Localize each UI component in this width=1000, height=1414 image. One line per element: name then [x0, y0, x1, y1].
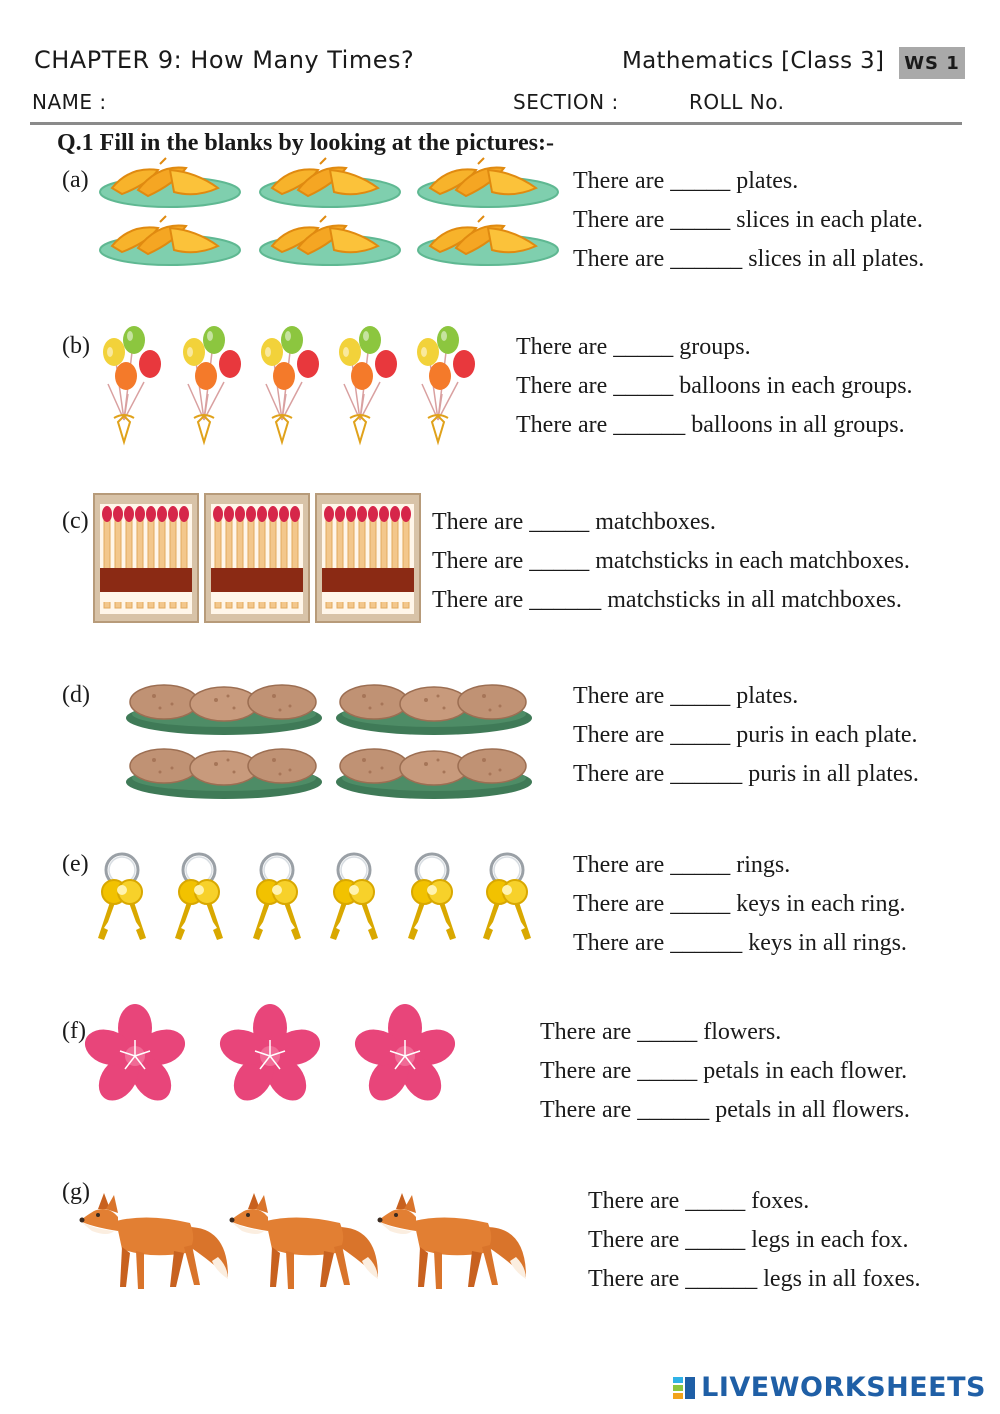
item-f-line-3: There are ______ petals in all flowers.	[540, 1097, 910, 1123]
balloon-bunches-icon	[94, 320, 484, 445]
item-a-line-1: There are _____ plates.	[573, 168, 799, 194]
foxes-icon	[78, 1185, 533, 1295]
item-b-line-1: There are _____ groups.	[516, 334, 751, 360]
item-g-line-3: There are ______ legs in all foxes.	[588, 1266, 921, 1292]
name-label: NAME :	[32, 90, 107, 114]
matchboxes-icon	[93, 493, 423, 623]
header-divider	[30, 122, 962, 125]
item-label-a: (a)	[62, 167, 89, 193]
item-label-e: (e)	[62, 851, 89, 877]
brand-name: LIVEWORKSHEETS	[701, 1372, 986, 1403]
item-a-line-2: There are _____ slices in each plate.	[573, 207, 923, 233]
item-d-line-2: There are _____ puris in each plate.	[573, 722, 918, 748]
question-title: Q.1 Fill in the blanks by looking at the pictures:-	[57, 130, 554, 156]
worksheet-badge: WS 1	[899, 47, 965, 79]
chapter-title: CHAPTER 9: How Many Times?	[34, 46, 415, 74]
item-label-c: (c)	[62, 508, 89, 534]
subject-label: Mathematics [Class 3]	[622, 48, 885, 74]
item-e-line-1: There are _____ rings.	[573, 852, 791, 878]
puri-plates-icon	[118, 672, 553, 807]
item-b-line-2: There are _____ balloons in each groups.	[516, 373, 913, 399]
item-f-line-2: There are _____ petals in each flower.	[540, 1058, 908, 1084]
section-label: SECTION :	[513, 90, 619, 114]
item-f-line-1: There are _____ flowers.	[540, 1019, 782, 1045]
item-c-line-3: There are ______ matchsticks in all matchboxes.	[432, 587, 902, 613]
item-g-line-1: There are _____ foxes.	[588, 1188, 810, 1214]
liveworksheets-logo	[673, 1372, 986, 1403]
item-c-line-1: There are _____ matchboxes.	[432, 509, 716, 535]
liveworksheets-icon	[673, 1375, 697, 1401]
item-c-line-2: There are _____ matchsticks in each matchboxes.	[432, 548, 910, 574]
key-rings-icon	[92, 848, 537, 946]
pink-flowers-icon	[85, 1000, 465, 1110]
roll-label: ROLL No.	[689, 90, 785, 114]
item-d-line-3: There are ______ puris in all plates.	[573, 761, 919, 787]
item-label-g: (g)	[62, 1179, 90, 1205]
item-label-f: (f)	[62, 1018, 86, 1044]
item-label-b: (b)	[62, 333, 90, 359]
item-b-line-3: There are ______ balloons in all groups.	[516, 412, 905, 438]
item-d-line-1: There are _____ plates.	[573, 683, 799, 709]
item-e-line-2: There are _____ keys in each ring.	[573, 891, 906, 917]
item-e-line-3: There are ______ keys in all rings.	[573, 930, 907, 956]
item-label-d: (d)	[62, 682, 90, 708]
item-g-line-2: There are _____ legs in each fox.	[588, 1227, 909, 1253]
mango-slices-plates-icon	[100, 158, 565, 278]
item-a-line-3: There are ______ slices in all plates.	[573, 246, 925, 272]
